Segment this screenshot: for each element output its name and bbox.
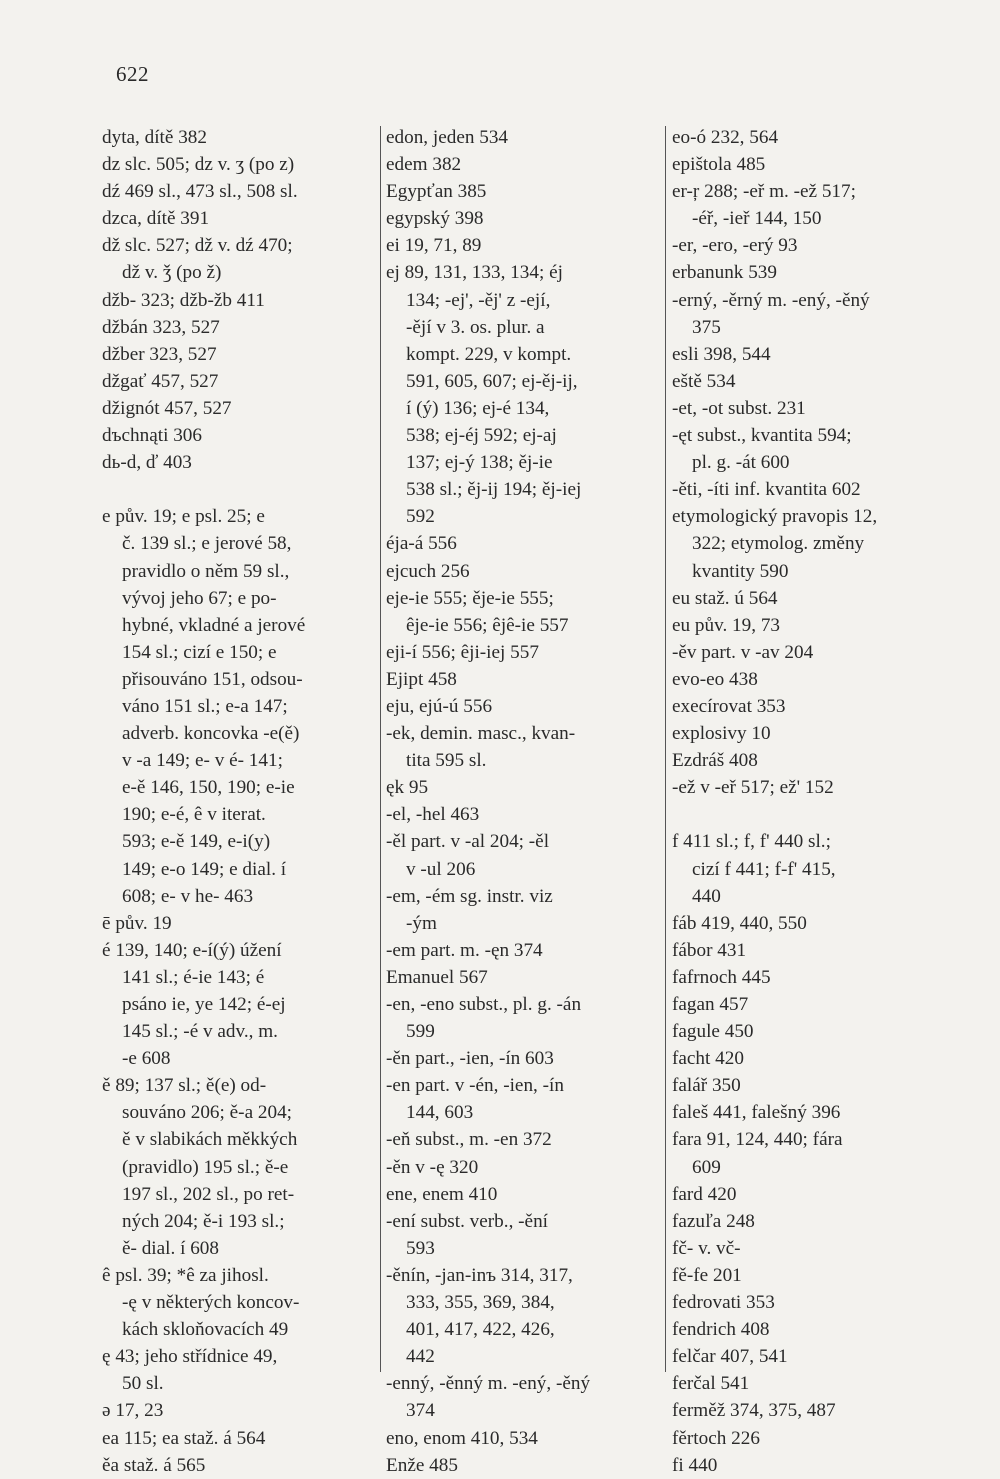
index-entry-line: dzca, dítě 391 (102, 208, 210, 230)
index-entry-line: -ým (406, 912, 437, 934)
index-entry-line: falář 350 (672, 1075, 741, 1097)
index-entry-line: -ěn part., -ien, -ín 603 (386, 1048, 554, 1070)
index-entry-line: er-ŗ 288; -eř m. -ež 517; (672, 181, 856, 203)
index-entry-line: -ek, demin. masc., kvan- (386, 723, 576, 745)
index-entry-line: ei 19, 71, 89 (386, 235, 482, 257)
index-entry-line: ē pův. 19 (102, 912, 172, 934)
index-entry-line: 375 (692, 316, 721, 338)
index-entry-line: psáno ie, ye 142; é-ej (122, 994, 286, 1015)
index-entry-line: ê psl. 39; *ê za jihosl. (102, 1264, 269, 1286)
index-entry-line: dž slc. 527; dž v. dź 470; (102, 235, 293, 257)
index-entry-line: v -a 149; e- v é- 141; (122, 750, 283, 772)
index-entry-line: execírovat 353 (672, 695, 786, 717)
index-entry-line: 197 sl., 202 sl., po ret- (122, 1183, 295, 1205)
index-entry-line: 609 (692, 1156, 721, 1178)
index-column-1 (102, 124, 374, 1479)
index-entry-line: eno, enom 410, 534 (386, 1427, 538, 1449)
index-entry-line: í (ý) 136; ej-é 134, (406, 397, 550, 419)
index-entry-line: -ěn v -ę 320 (386, 1156, 479, 1178)
index-entry-line: -eň subst., m. -en 372 (386, 1129, 552, 1151)
index-entry-line: ę 43; jeho střídnice 49, (102, 1346, 278, 1368)
index-entry-line: -éř, -ieř 144, 150 (692, 208, 822, 230)
index-entry-line: eu pův. 19, 73 (672, 614, 781, 636)
index-entry-line: džbán 323, 527 (102, 316, 220, 338)
index-entry-line: evo-eo 438 (672, 668, 758, 690)
index-entry-line: -el, -hel 463 (386, 804, 480, 826)
index-entry-line: tita 595 sl. (406, 750, 487, 772)
index-entry-line: 591, 605, 607; ej-ěj-ij, (406, 370, 578, 392)
index-entry-line: -ěti, -íti inf. kvantita 602 (672, 479, 861, 501)
index-entry-line: erbanunk 539 (672, 262, 777, 284)
index-entry-line: Egypťan 385 (386, 181, 487, 203)
index-entry-line: Enže 485 (386, 1454, 458, 1476)
index-entry-line: êje-ie 556; êjê-ie 557 (406, 614, 569, 636)
column-divider (380, 126, 381, 1372)
index-entry-line: fazuľa 248 (672, 1210, 755, 1232)
index-entry-line: váno 151 sl.; e-a 147; (122, 695, 288, 717)
index-entry-line: Ezdráš 408 (672, 750, 758, 772)
index-entry-line: džgať 457, 527 (102, 370, 219, 392)
index-entry-line: -em, -ém sg. instr. viz (386, 885, 553, 907)
blank-line (102, 476, 374, 503)
index-entry-line: fagan 457 (672, 994, 749, 1015)
index-entry-line: džb- 323; džb-žb 411 (102, 289, 265, 311)
index-entry-line: -erný, -ěrný m. -ený, -ěný (672, 289, 870, 311)
index-entry-line: edem 382 (386, 154, 462, 176)
index-entry-line: 440 (692, 885, 721, 907)
index-entry-line: džber 323, 527 (102, 343, 217, 365)
index-entry-line: esli 398, 544 (672, 343, 771, 365)
index-entry-line: -en, -eno subst., pl. g. -án (386, 994, 582, 1015)
index-entry-line: e pův. 19; e psl. 25; e (102, 506, 265, 528)
index-entry-line: etymologický pravopis 12, (672, 506, 878, 528)
index-entry-line: (pravidlo) 195 sl.; ě-e (122, 1156, 289, 1178)
index-entry-line: ě- dial. í 608 (122, 1237, 219, 1259)
index-entry-line: e-ě 146, 150, 190; e-ie (122, 777, 295, 799)
index-entry-line: č. 139 sl.; e jerové 58, (122, 533, 292, 555)
index-entry-line: eji-í 556; êji-iej 557 (386, 641, 539, 663)
index-entry-line: kompt. 229, v kompt. (406, 343, 572, 365)
index-entry-line: -ęt subst., kvantita 594; (672, 425, 852, 447)
index-entry-line: 538 sl.; ěj-ij 194; ěj-iej (406, 479, 582, 501)
index-entry-line: éja-á 556 (386, 533, 457, 555)
index-entry-line: hybné, vkladné a jerové (122, 614, 306, 636)
index-entry-line: přisouváno 151, odsou- (122, 668, 303, 690)
index-entry-line: dž v. ǯ (po ž) (122, 262, 222, 284)
index-entry-line: ěa staž. á 565 (102, 1454, 206, 1476)
index-entry-line: fábor 431 (672, 939, 747, 961)
index-entry-line: fagule 450 (672, 1021, 754, 1043)
index-entry-line: ferměž 374, 375, 487 (672, 1400, 836, 1422)
index-entry-line: -enný, -ěnný m. -ený, -ěný (386, 1373, 591, 1395)
index-entry-line: ě v slabikách měkkých (122, 1129, 298, 1151)
index-entry-line: -e 608 (122, 1048, 171, 1070)
index-entry-line: 333, 355, 369, 384, (406, 1292, 555, 1314)
index-entry-line: egypský 398 (386, 208, 484, 230)
index-entry-line: souváno 206; ě-a 204; (122, 1102, 292, 1124)
index-entry-line: ferčal 541 (672, 1373, 750, 1395)
index-entry-line: dyta, dítě 382 (102, 127, 207, 148)
index-entry-line: ě 89; 137 sl.; ě(e) od- (102, 1075, 267, 1097)
index-entry-line: felčar 407, 541 (672, 1346, 788, 1368)
index-entry-line: kách skloňovacích 49 (122, 1319, 289, 1341)
index-entry-line: 141 sl.; é-ie 143; é (122, 966, 265, 988)
index-entry-line: dz slc. 505; dz v. ʒ (po z) (102, 154, 295, 176)
index-entry-line: v -ul 206 (406, 858, 476, 880)
index-entry-line: vývoj jeho 67; e po- (122, 587, 277, 609)
index-column-3 (672, 124, 942, 1479)
index-column-2 (386, 124, 658, 1479)
index-entry-line: 592 (406, 506, 435, 528)
index-entry-line: facht 420 (672, 1048, 744, 1070)
index-entry-line: 608; e- v he- 463 (122, 885, 254, 907)
index-entry-line: fč- v. vč- (672, 1237, 741, 1259)
index-entry-line: eště 534 (672, 370, 736, 392)
index-entry-line: fendrich 408 (672, 1319, 770, 1341)
index-entry-line: é 139, 140; e-í(ý) úžení (102, 939, 282, 961)
index-entry-line: eje-ie 555; ěje-ie 555; (386, 587, 554, 609)
index-entry-line: 190; e-é, ê v iterat. (122, 804, 266, 826)
index-entry-line: fard 420 (672, 1183, 737, 1205)
index-entry-line: fě-fe 201 (672, 1264, 742, 1286)
index-entry-line: eju, ejú-ú 556 (386, 695, 493, 717)
index-entry-line: ə 17, 23 (102, 1400, 164, 1422)
index-entry-line: fáb 419, 440, 550 (672, 912, 807, 934)
page-number: 622 (116, 62, 149, 86)
index-entry-line: -ež v -eř 517; ež' 152 (672, 777, 834, 799)
index-entry-line: f 411 sl.; f, f' 440 sl.; (672, 831, 831, 853)
index-entry-line: 442 (406, 1346, 435, 1368)
index-entry-line: epištola 485 (672, 154, 766, 176)
index-entry-line: fafrnoch 445 (672, 966, 771, 988)
index-entry-line: 145 sl.; -é v adv., m. (122, 1021, 278, 1043)
index-entry-line: -ení subst. verb., -ění (386, 1210, 548, 1232)
index-entry-line: ęk 95 (386, 777, 429, 799)
index-entry-line: ných 204; ě-i 193 sl.; (122, 1210, 285, 1232)
index-entry-line: 149; e-o 149; e dial. í (122, 858, 287, 880)
index-entry-line: adverb. koncovka -e(ě) (122, 723, 300, 745)
index-entry-line: 599 (406, 1021, 435, 1043)
index-entry-line: 401, 417, 422, 426, (406, 1319, 555, 1341)
index-entry-line: -er, -ero, -erý 93 (672, 235, 798, 257)
index-entry-line: Emanuel 567 (386, 966, 488, 988)
index-entry-line: fara 91, 124, 440; fára (672, 1129, 843, 1151)
index-entry-line: eo-ó 232, 564 (672, 127, 779, 148)
index-entry-line: -ěnín, -jan-inъ 314, 317, (386, 1264, 573, 1286)
index-entry-line: Ejipt 458 (386, 668, 457, 690)
index-entry-line: 50 sl. (122, 1373, 164, 1395)
index-entry-line: -en part. v -én, -ien, -ín (386, 1075, 564, 1097)
index-entry-line: 144, 603 (406, 1102, 474, 1124)
index-entry-line: eu staž. ú 564 (672, 587, 778, 609)
index-entry-line: dъchnąti 306 (102, 425, 202, 447)
index-entry-line: faleš 441, falešný 396 (672, 1102, 841, 1124)
index-entry-line: ene, enem 410 (386, 1183, 498, 1205)
index-entry-line: -ę v některých koncov- (122, 1292, 300, 1314)
blank-line (672, 801, 942, 828)
index-entry-line: ea 115; ea staž. á 564 (102, 1427, 266, 1449)
index-entry-line: cizí f 441; f-f' 415, (692, 858, 836, 880)
index-entry-line: džignót 457, 527 (102, 397, 232, 419)
index-entry-line: pravidlo o něm 59 sl., (122, 560, 290, 582)
index-entry-line: dź 469 sl., 473 sl., 508 sl. (102, 181, 298, 203)
column-divider (665, 126, 666, 1372)
index-entry-line: 322; etymolog. změny (692, 533, 865, 555)
index-entry-line: 593; e-ě 149, e-i(y) (122, 831, 271, 853)
index-entry-line: dь-d, ď 403 (102, 452, 192, 474)
index-entry-line: pl. g. -át 600 (692, 452, 790, 474)
index-entry-line: fedrovati 353 (672, 1292, 775, 1314)
index-entry-line: edon, jeden 534 (386, 127, 509, 148)
index-entry-line: explosivy 10 (672, 723, 771, 745)
index-entry-line: 538; ej-éj 592; ej-aj (406, 425, 557, 447)
index-entry-line: -em part. m. -ęn 374 (386, 939, 543, 961)
index-entry-line: 374 (406, 1400, 435, 1422)
index-entry-line: -et, -ot subst. 231 (672, 397, 806, 419)
index-entry-line: ej 89, 131, 133, 134; éj (386, 262, 563, 284)
index-entry-line: -ěv part. v -av 204 (672, 641, 814, 663)
index-entry-line: -ějí v 3. os. plur. a (406, 316, 545, 338)
index-entry-line: ejcuch 256 (386, 560, 470, 582)
index-entry-line: 134; -ej', -ěj' z -ejí, (406, 289, 551, 311)
index-entry-line: 154 sl.; cizí e 150; e (122, 641, 277, 663)
index-entry-line: 137; ej-ý 138; ěj-ie (406, 452, 553, 474)
index-entry-line: -ěl part. v -al 204; -ěl (386, 831, 550, 853)
index-entry-line: fěrtoch 226 (672, 1427, 760, 1449)
index-entry-line: 593 (406, 1237, 435, 1259)
index-entry-line: kvantity 590 (692, 560, 789, 582)
index-entry-line: fi 440 (672, 1454, 718, 1476)
